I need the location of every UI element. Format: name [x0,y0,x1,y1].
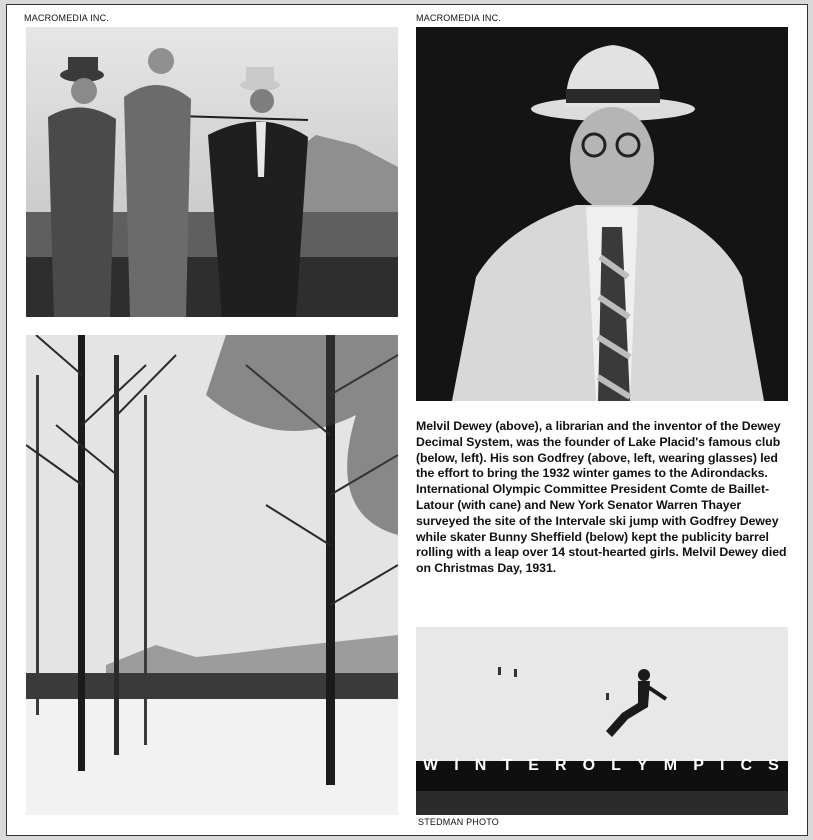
magazine-page [6,4,808,836]
barrel-letter: L [611,757,623,774]
photo-credit-top-right: MACROMEDIA INC. [416,13,502,23]
photo-skater-leap [416,627,788,815]
barrel-letter: C [740,757,755,774]
barrel-letter: I [719,757,727,774]
barrel-letter: S [768,757,781,774]
barrel-lettering [416,751,788,781]
photo-melvil-dewey-portrait [416,27,788,401]
barrel-letter: Y [637,757,650,774]
barrel-letter: P [693,757,706,774]
photo-men-on-hill [26,27,398,317]
barrel-letter: M [663,757,680,774]
article-caption: Melvil Dewey (above), a librarian and the inventor of the Dewey Decimal System, was the founder of Lake Placid's famous club (below, left). His son Godfrey (above, left, wearing glasses) led the effort to bring the 1932 winter games to the Adirondacks. International Olympic Committee President Comte de Baillet-Latour (with cane) and New York Senator Warren Thayer surveyed the site of the Intervale ski jump with Godfrey Dewey while skater Bunny Sheffield (below) kept the publicity barrel rolling with a leap over 14 stout-hearted girls. Melvil Dewey died on Christmas Day, 1931. [416,419,787,576]
barrel-letter: O [582,757,598,774]
photo-credit-top-left: MACROMEDIA INC. [24,13,110,23]
barrel-letter: I [454,757,461,774]
photo-credit-bottom-right: STEDMAN PHOTO [418,817,499,827]
barrel-letter: W [423,757,441,774]
barrel-letter: N [474,757,489,774]
barrel-letter: E [528,757,541,774]
barrel-letter: T [502,757,515,774]
photo-winter-trees [26,335,398,815]
barrel-letter: R [555,757,569,774]
